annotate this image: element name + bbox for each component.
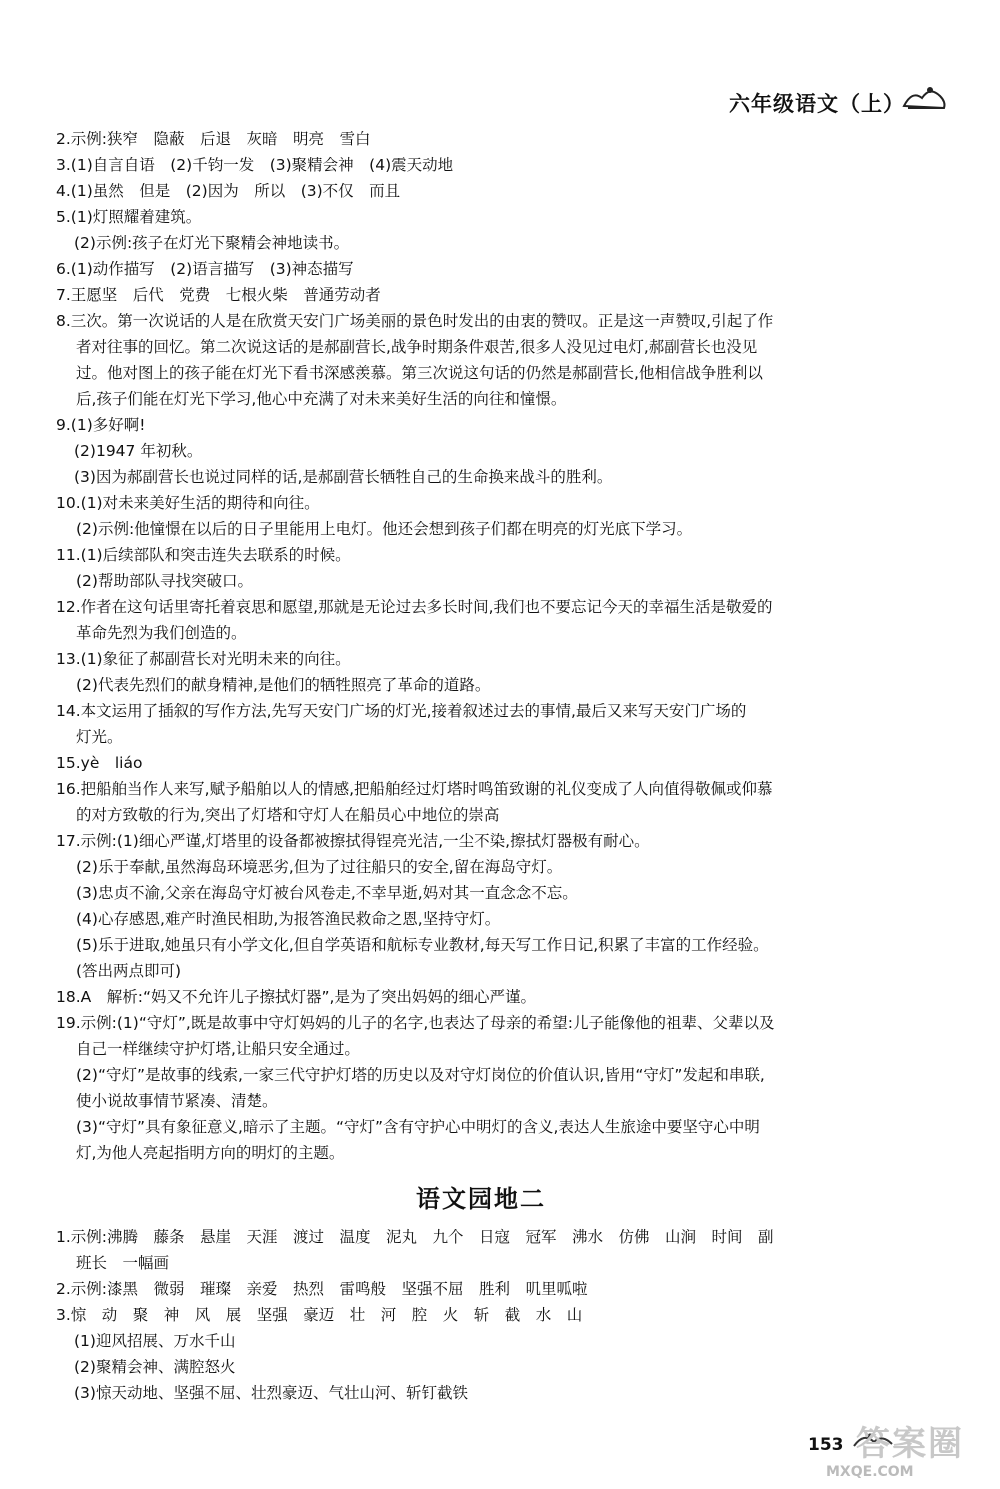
watermark-logo: 答案圈	[856, 1424, 964, 1464]
answer-line: 后,孩子们能在灯光下学习,他心中充满了对未来美好生活的向往和憧憬。	[76, 390, 567, 408]
answer-line: (答出两点即可)	[76, 962, 182, 980]
answer-line: 1.示例:沸腾 藤条 悬崖 天涯 渡过 温度 泥丸 九个 日寇 冠军 沸水 仿佛 山涧 时间 副	[56, 1228, 774, 1246]
answer-line: 过。他对图上的孩子能在灯光下看书深感羡慕。第三次说这句话的仍然是郝副营长,他相信战争胜利以	[76, 364, 763, 382]
answer-line: (3)“守灯”具有象征意义,暗示了主题。“守灯”含有守护心中明灯的含义,表达人生旅途中要坚守心中明	[76, 1118, 760, 1136]
answer-line: 班长 一幅画	[76, 1254, 170, 1272]
page-number: 153	[808, 1435, 844, 1455]
answer-line: 14.本文运用了插叙的写作方法,先写天安门广场的灯光,接着叙述过去的事情,最后又来写天安门广场的	[56, 702, 747, 720]
answer-line: (1)迎风招展、万水千山	[74, 1332, 236, 1350]
answer-line: 3.惊 动 聚 神 风 展 坚强 豪迈 壮 河 腔 火 斩 截 水 山	[56, 1306, 583, 1324]
page-header-title: 六年级语文（上）	[729, 92, 905, 116]
answer-line: 9.(1)多好啊!	[56, 416, 146, 434]
answer-line: 者对往事的回忆。第二次说这话的是郝副营长,战争时期条件艰苦,很多人没见过电灯,郝副营长也没见	[76, 338, 758, 356]
answer-line: 的对方致敬的行为,突出了灯塔和守灯人在船员心中地位的崇高	[76, 806, 500, 824]
answer-line: 自己一样继续守护灯塔,让船只安全通过。	[76, 1040, 360, 1058]
answer-line: (2)聚精会神、满腔怒火	[74, 1358, 236, 1376]
answer-line: 15.yè liáo	[56, 754, 143, 772]
answer-line: 灯,为他人亮起指明方向的明灯的主题。	[76, 1144, 345, 1162]
answer-line: (2)示例:他憧憬在以后的日子里能用上电灯。他还会想到孩子们都在明亮的灯光底下学习。	[76, 520, 693, 538]
answer-line: 2.示例:漆黑 微弱 璀璨 亲爱 热烈 雷鸣般 坚强不屈 胜利 叽里呱啦	[56, 1280, 588, 1298]
answer-line: 8.三次。第一次说话的人是在欣赏天安门广场美丽的景色时发出的由衷的赞叹。正是这一声赞叹,引起了作	[56, 312, 774, 330]
answer-line: 13.(1)象征了郝副营长对光明未来的向往。	[56, 650, 351, 668]
answer-line: 11.(1)后续部队和突击连失去联系的时候。	[56, 546, 351, 564]
answer-line: 7.王愿坚 后代 党费 七根火柴 普通劳动者	[56, 286, 381, 304]
answer-line: 16.把船舶当作人来写,赋予船舶以人的情感,把船舶经过灯塔时鸣笛致谢的礼仪变成了人向值得敬佩或仰慕	[56, 780, 773, 798]
section-heading: 语文园地二	[416, 1185, 546, 1213]
answer-line: 灯光。	[76, 728, 123, 746]
answer-line: (4)心存感恩,难产时渔民相助,为报答渔民救命之恩,坚持守灯。	[76, 910, 501, 928]
answer-line: (2)示例:孩子在灯光下聚精会神地读书。	[74, 234, 350, 252]
answer-line: (2)代表先烈们的献身精神,是他们的牺牲照亮了革命的道路。	[76, 676, 491, 694]
answer-line: 使小说故事情节紧凑、清楚。	[76, 1092, 278, 1110]
answer-line: (3)惊天动地、坚强不屈、壮烈豪迈、气壮山河、斩钉截铁	[74, 1384, 468, 1402]
answer-line: (3)忠贞不渝,父亲在海岛守灯被台风卷走,不幸早逝,妈对其一直念念不忘。	[76, 884, 578, 902]
answer-line: 3.(1)自言自语 (2)千钧一发 (3)聚精会神 (4)震天动地	[56, 156, 454, 174]
answer-line: 2.示例:狭窄 隐蔽 后退 灰暗 明亮 雪白	[56, 130, 371, 148]
answer-line: 6.(1)动作描写 (2)语言描写 (3)神态描写	[56, 260, 354, 278]
answer-line: (2)“守灯”是故事的线索,一家三代守护灯塔的历史以及对守灯岗位的价值认识,皆用“守灯”发起和串联,	[76, 1066, 765, 1084]
answer-content	[56, 126, 906, 1406]
answer-line: (2)帮助部队寻找突破口。	[76, 572, 253, 590]
answer-line: 10.(1)对未来美好生活的期待和向往。	[56, 494, 320, 512]
answer-line: 革命先烈为我们创造的。	[76, 624, 247, 642]
answer-line: 12.作者在这句话里寄托着哀思和愿望,那就是无论过去多长时间,我们也不要忘记今天的幸福生活是敬爱的	[56, 598, 773, 616]
answer-line: (3)因为郝副营长也说过同样的话,是郝副营长牺牲自己的生命换来战斗的胜利。	[74, 468, 613, 486]
answer-line: (2)乐于奉献,虽然海岛环境恶劣,但为了过往船只的安全,留在海岛守灯。	[76, 858, 563, 876]
answer-line: 5.(1)灯照耀着建筑。	[56, 208, 202, 226]
watermark-url: MXQE.COM	[826, 1464, 914, 1480]
answer-line: (5)乐于进取,她虽只有小学文化,但自学英语和航标专业教材,每天写工作日记,积累了丰富的工作经验。	[76, 936, 769, 954]
answer-line: 17.示例:(1)细心严谨,灯塔里的设备都被擦拭得锃亮光洁,一尘不染,擦拭灯器极有耐心。	[56, 832, 650, 850]
answer-line: 4.(1)虽然 但是 (2)因为 所以 (3)不仅 而且	[56, 182, 401, 200]
cartoon-decoration-icon	[900, 80, 948, 112]
answer-line: 18.A 解析:“妈又不允许儿子擦拭灯器”,是为了突出妈妈的细心严谨。	[56, 988, 536, 1006]
answer-line: (2)1947 年初秋。	[74, 442, 203, 460]
answer-line: 19.示例:(1)“守灯”,既是故事中守灯妈妈的儿子的名字,也表达了母亲的希望:儿子能像他的祖辈、父辈以及	[56, 1014, 775, 1032]
